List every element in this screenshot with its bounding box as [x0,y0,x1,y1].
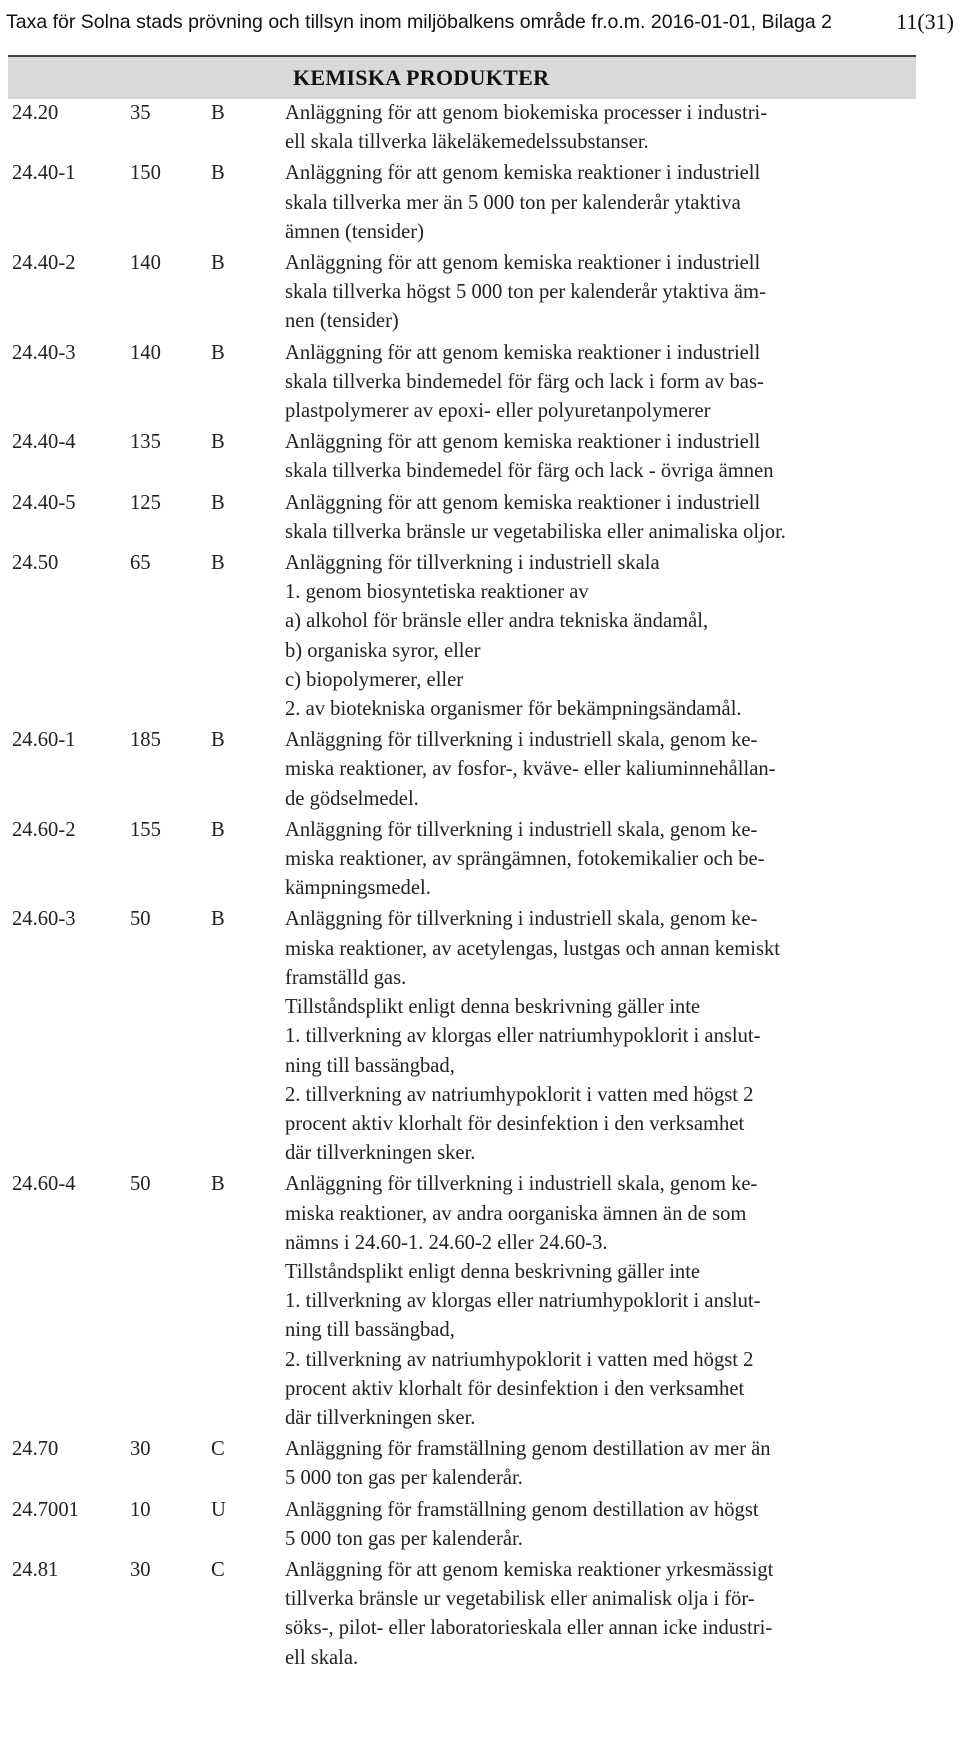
description-line: kämpningsmedel. [285,877,431,900]
fee-value: 135 [130,431,161,454]
description-line: miska reaktioner, av sprängämnen, fotokemikalier och be- [285,848,765,871]
activity-description [285,549,908,724]
description-line: Anläggning för framställning genom destillation av mer än [285,1438,771,1461]
fee-value: 125 [130,491,161,514]
activity-code: 24.40-2 [12,252,76,275]
fee-value: 185 [130,729,161,752]
permit-class: B [211,491,225,514]
description-line: 2. tillverkning av natriumhypoklorit i vatten med högst 2 [285,1083,754,1106]
activity-description [285,1556,908,1673]
permit-class: B [211,252,225,275]
activity-code: 24.20 [12,102,59,124]
description-line: tillverka bränsle ur vegetabilisk eller animalisk olja i för- [285,1588,755,1611]
description-line: ning till bassängbad, [285,1054,455,1077]
activity-code: 24.81 [12,1558,59,1581]
description-line: ämnen (tensider) [285,220,424,243]
description-line: Anläggning för att genom kemiska reaktioner i industriell [285,162,761,185]
activity-description [285,1496,908,1554]
page-header [6,2,954,42]
description-line: Anläggning för att genom kemiska reaktioner i industriell [285,431,761,454]
activity-description [285,159,908,247]
description-line: 2. tillverkning av natriumhypoklorit i vatten med högst 2 [285,1348,754,1371]
activity-code: 24.60-1 [12,729,76,752]
description-line: de gödselmedel. [285,787,419,810]
table-row [0,249,960,339]
description-line: skala tillverka bindemedel för färg och lack - övriga ämnen [285,460,774,483]
fee-value: 35 [130,102,151,124]
table-row [0,816,960,906]
fee-value: 50 [130,908,151,931]
activity-description [285,428,908,486]
description-line: skala tillverka mer än 5 000 ton per kalenderår ytaktiva [285,191,741,214]
description-line: 2. av biotekniska organismer för bekämpningsändamål. [285,698,742,721]
fee-value: 30 [130,1558,151,1581]
fee-value: 50 [130,1173,151,1196]
activity-description [285,489,908,547]
description-line: Anläggning för att genom biokemiska processer i industri- [285,102,768,124]
permit-class: B [211,908,225,931]
activity-code: 24.60-4 [12,1173,76,1196]
description-line: 1. tillverkning av klorgas eller natriumhypoklorit i anslut- [285,1025,761,1048]
description-line: söks-, pilot- eller laboratorieskala eller annan icke industri- [285,1617,773,1640]
table-row [0,489,960,549]
description-line: Anläggning för tillverkning i industriell skala, genom ke- [285,818,758,841]
table-row [0,1556,960,1675]
activity-code: 24.40-3 [12,341,76,364]
description-line: Anläggning för att genom kemiska reaktioner yrkesmässigt [285,1558,774,1581]
permit-class: B [211,1173,225,1196]
activity-description [285,1435,908,1493]
table-row [0,1435,960,1495]
description-line: Anläggning för tillverkning i industriell skala [285,552,660,575]
description-line: Tillståndsplikt enligt denna beskrivning gäller inte [285,996,701,1019]
activity-code: 24.50 [12,552,59,575]
description-line: framställd gas. [285,966,407,989]
table-row [0,428,960,488]
description-line: miska reaktioner, av andra oorganiska ämnen än de som [285,1202,747,1225]
description-line: skala tillverka bindemedel för färg och lack i form av bas- [285,370,764,393]
description-line: ell skala. [285,1646,359,1669]
description-line: där tillverkningen sker. [285,1142,476,1165]
activity-code: 24.7001 [12,1498,79,1521]
description-line: 5 000 ton gas per kalenderår. [285,1527,523,1550]
activity-description [285,249,908,337]
description-line: 5 000 ton gas per kalenderår. [285,1467,523,1490]
description-line: b) organiska syror, eller [285,639,481,662]
activity-description [285,816,908,904]
fee-value: 155 [130,818,161,841]
permit-class: B [211,341,225,364]
activity-code: 24.60-3 [12,908,76,931]
description-line: procent aktiv klorhalt för desinfektion i den verksamhet [285,1377,745,1400]
table-row [0,905,960,1170]
activity-table [0,99,960,1675]
activity-code: 24.60-2 [12,818,76,841]
description-line: plastpolymerer av epoxi- eller polyuretanpolymerer [285,400,711,423]
table-row [0,1170,960,1435]
fee-value: 30 [130,1438,151,1461]
table-row [0,159,960,249]
permit-class: C [211,1558,225,1581]
description-line: Anläggning för att genom kemiska reaktioner i industriell [285,252,761,275]
activity-code: 24.40-4 [12,431,76,454]
description-line: 1. genom biosyntetiska reaktioner av [285,581,589,604]
description-line: Anläggning för tillverkning i industriell skala, genom ke- [285,1173,758,1196]
activity-description [285,339,908,427]
description-line: procent aktiv klorhalt för desinfektion i den verksamhet [285,1112,745,1135]
description-line: skala tillverka högst 5 000 ton per kalenderår ytaktiva äm- [285,281,766,304]
activity-code: 24.40-5 [12,491,76,514]
description-line: 1. tillverkning av klorgas eller natriumhypoklorit i anslut- [285,1290,761,1313]
description-line: Anläggning för framställning genom destillation av högst [285,1498,759,1521]
table-row [0,339,960,429]
section-title: KEMISKA PRODUKTER [293,65,550,90]
description-line: c) biopolymerer, eller [285,668,464,691]
table-row [0,99,960,159]
fee-value: 140 [130,252,161,275]
activity-description [285,99,908,157]
document-title: Taxa för Solna stads prövning och tillsyn inom miljöbalkens område fr.o.m. 2016-01-01, Bilaga 2 [6,11,832,33]
permit-class: U [211,1498,226,1521]
description-line: miska reaktioner, av fosfor-, kväve- eller kaliuminnehållan- [285,758,776,781]
description-line: a) alkohol för bränsle eller andra tekniska ändamål, [285,610,709,633]
permit-class: B [211,162,225,185]
table-row [0,549,960,726]
fee-value: 140 [130,341,161,364]
activity-description [285,1170,908,1433]
description-line: ning till bassängbad, [285,1319,455,1342]
description-line: Anläggning för att genom kemiska reaktioner i industriell [285,341,761,364]
description-line: Tillståndsplikt enligt denna beskrivning gäller inte [285,1260,701,1283]
description-line: nen (tensider) [285,310,399,333]
activity-description [285,726,908,814]
description-line: Anläggning för tillverkning i industriell skala, genom ke- [285,729,758,752]
activity-description [285,905,908,1168]
table-row [0,726,960,816]
permit-class: C [211,1438,225,1461]
description-line: nämns i 24.60-1. 24.60-2 eller 24.60-3. [285,1231,608,1254]
description-line: ell skala tillverka läkeläkemedelssubstanser. [285,131,649,154]
description-line: där tillverkningen sker. [285,1406,476,1429]
description-line: Anläggning för att genom kemiska reaktioner i industriell [285,491,761,514]
section-header [8,57,916,99]
fee-value: 65 [130,552,151,575]
description-line: skala tillverka bränsle ur vegetabiliska eller animaliska oljor. [285,520,786,543]
description-line: miska reaktioner, av acetylengas, lustgas och annan kemiskt [285,937,780,960]
permit-class: B [211,552,225,575]
permit-class: B [211,818,225,841]
permit-class: B [211,102,225,124]
description-line: Anläggning för tillverkning i industriell skala, genom ke- [285,908,758,931]
fee-value: 150 [130,162,161,185]
table-row [0,1496,960,1556]
activity-code: 24.40-1 [12,162,76,185]
permit-class: B [211,431,225,454]
activity-code: 24.70 [12,1438,59,1461]
fee-value: 10 [130,1498,151,1521]
permit-class: B [211,729,225,752]
page-number: 11(31) [896,9,954,34]
